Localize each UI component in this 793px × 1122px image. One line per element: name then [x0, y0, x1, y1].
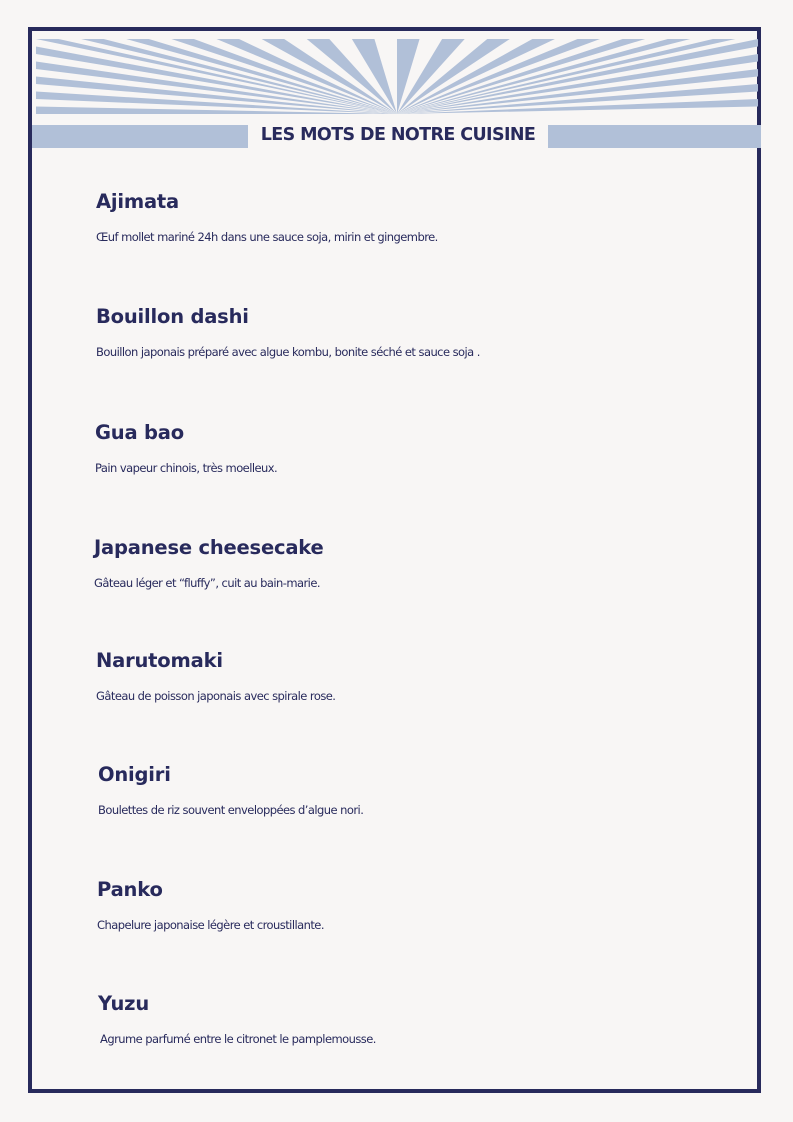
- entry-term: Bouillon dashi: [96, 305, 249, 328]
- sunburst-ray: [397, 39, 420, 114]
- entry-term: Onigiri: [98, 763, 171, 786]
- glossary-entry-bouillon-dashi: [96, 305, 736, 359]
- glossary-entry-gua-bao: [95, 421, 735, 475]
- entry-definition: Gâteau de poisson japonais avec spirale rose.: [96, 689, 336, 703]
- entry-definition: Chapelure japonaise légère et croustillante.: [97, 918, 324, 932]
- entry-term: Narutomaki: [96, 649, 223, 672]
- entry-term: Yuzu: [98, 992, 150, 1015]
- glossary-entry-narutomaki: [96, 649, 736, 703]
- entry-definition: Boulettes de riz souvent enveloppées d’algue nori.: [98, 803, 364, 817]
- entry-term: Gua bao: [95, 421, 184, 444]
- sunburst-ray: [36, 107, 397, 115]
- sunburst-decoration: [36, 39, 758, 114]
- entry-definition: Agrume parfumé entre le citronet le pamplemousse.: [100, 1032, 376, 1046]
- entry-definition: Œuf mollet mariné 24h dans une sauce soja, mirin et gingembre.: [96, 230, 438, 244]
- header-bar-right: [548, 125, 761, 148]
- page-title: LES MOTS DE NOTRE CUISINE: [260, 125, 536, 145]
- glossary-entry-onigiri: [98, 763, 738, 817]
- entry-term: Ajimata: [96, 190, 180, 213]
- entry-term: Japanese cheesecake: [94, 536, 324, 559]
- entry-definition: Gâteau léger et “fluffy”, cuit au bain-marie.: [94, 576, 320, 590]
- entry-definition: Bouillon japonais préparé avec algue kombu, bonite séché et sauce soja .: [96, 345, 480, 359]
- glossary-entry-japanese-cheesecake: [94, 536, 734, 590]
- glossary-entry-panko: [97, 878, 737, 932]
- header-bar-left: [32, 125, 248, 148]
- glossary-entry-ajimata: [96, 190, 736, 244]
- entry-definition: Pain vapeur chinois, très moelleux.: [95, 461, 278, 475]
- glossary-entry-yuzu: [98, 992, 738, 1046]
- entry-term: Panko: [97, 878, 163, 901]
